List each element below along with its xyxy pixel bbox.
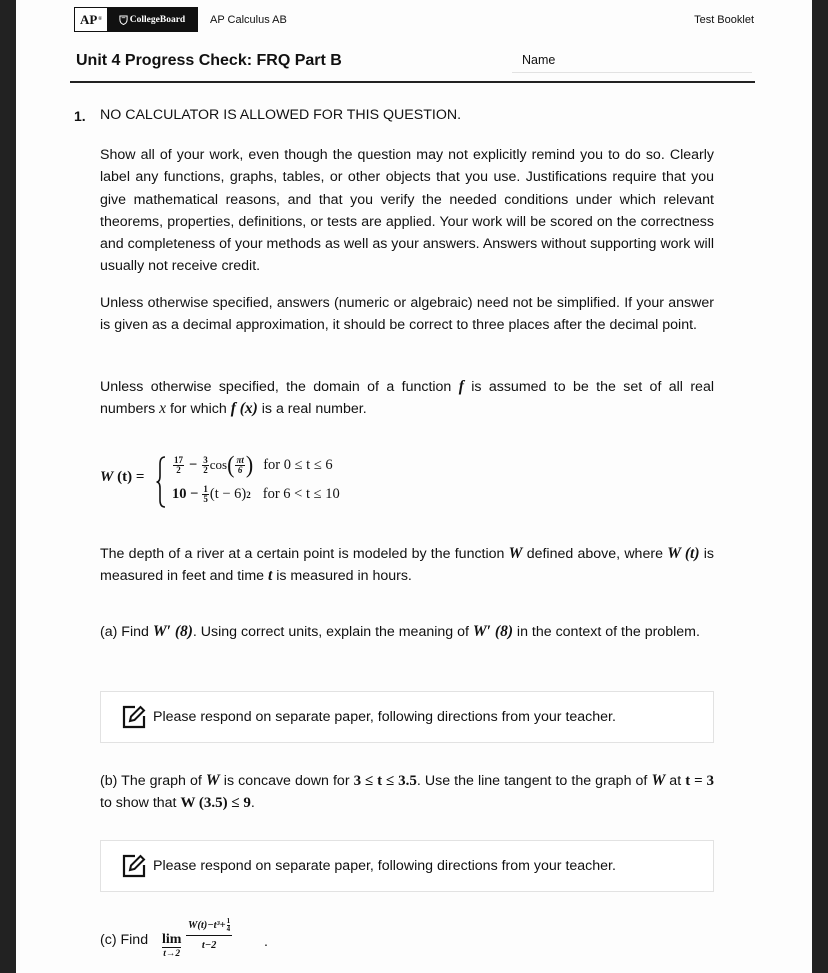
piecewise-function — [100, 452, 420, 512]
part-a-response-box[interactable] — [100, 691, 714, 743]
response-instruction: Please respond on separate paper, following directions from your teacher. — [153, 709, 616, 725]
edit-pencil-square-icon — [121, 853, 147, 879]
part-a-prompt: (a) Find W′ (8). Using correct units, explain the meaning of W′ (8) in the context of the problem. — [100, 623, 700, 640]
ap-logo: AP ® — [75, 8, 107, 31]
function-lhs: W (t) = — [100, 469, 145, 485]
page-title: Unit 4 Progress Check: FRQ Part B — [76, 52, 342, 69]
limit-operator: lim t→2 — [162, 932, 182, 959]
booklet-label: Test Booklet — [694, 14, 754, 26]
piecewise-row-1: $\frac{17}{2}$ − $\frac{3}{2}$ cos ( $\frac{\pi t}{6}$ ) for 0 ≤ t ≤ 6 — [174, 450, 333, 479]
instructions-domain: Unless otherwise specified, the domain of a function f is assumed to be the set of all real numbers x for which f (x) is a real number. — [100, 378, 714, 418]
header-divider — [70, 81, 755, 83]
context-paragraph: The depth of a river at a certain point is modeled by the function W defined above, where W (t) is measured in feet and time t is measured in hours. — [100, 545, 714, 585]
instructions-answers: Unless otherwise specified, answers (numeric or algebraic) need not be simplified. If your answer is given as a decimal approximation, it should be correct to three places after the decimal point. — [100, 295, 714, 334]
edit-pencil-square-icon — [121, 704, 147, 730]
response-instruction: Please respond on separate paper, following directions from your teacher. — [153, 858, 616, 874]
collegeboard-logo: CollegeBoard — [107, 8, 197, 31]
limit-fraction: W(t)−t³+ $\frac{1}{4}$ t−2 — [188, 917, 231, 951]
acorn-shield-icon — [119, 15, 128, 25]
part-b-response-box[interactable] — [100, 840, 714, 892]
test-booklet-page — [16, 0, 812, 973]
question-heading: NO CALCULATOR IS ALLOWED FOR THIS QUESTION. — [100, 107, 462, 123]
piecewise-row-2: 10 − $\frac{1}{5}$ (t − 6) 2 for 6 < t ≤ 10 — [172, 484, 340, 504]
course-name: AP Calculus AB — [210, 14, 287, 26]
instructions-work: Show all of your work, even though the question may not explicitly remind you to do so. Clearly label any functions, graphs, tables, or other objects that you use. Justifications require that you give mathematical reasons, and that you verify the needed conditions under which relevant theorems, properties, definitions, or tests are applied. Your work will be scored on the correctness and completeness of your methods as well as your answers. Answers without supporting work will usually not receive credit. — [100, 147, 714, 275]
question-number: 1. — [74, 108, 86, 124]
name-label: Name — [522, 53, 556, 67]
part-b-prompt: (b) The graph of W is concave down for 3 ≤ t ≤ 3.5. Use the line tangent to the graph of W at t = 3 to show that W (3.5) ≤ 9. — [100, 772, 714, 812]
ap-collegeboard-logo — [74, 7, 198, 32]
name-field[interactable] — [512, 52, 752, 73]
part-c-prompt: (c) Find lim t→2 W(t)−t³+ $\frac{1}{4}$ t−2 . — [100, 917, 268, 959]
left-brace-icon — [156, 456, 166, 508]
